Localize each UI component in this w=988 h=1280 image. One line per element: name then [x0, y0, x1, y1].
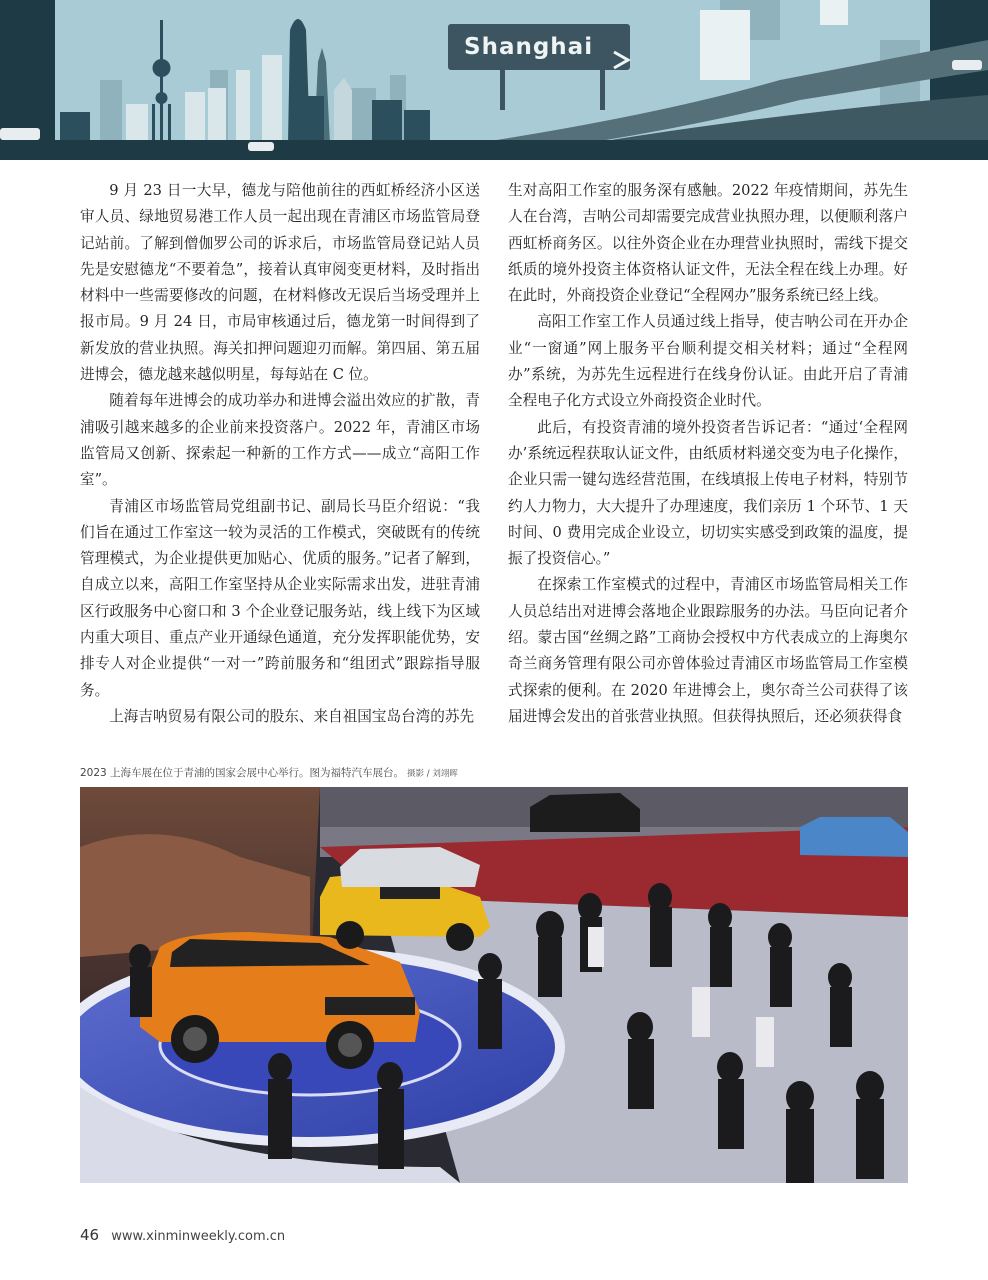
- article-paragraph: 青浦区市场监管局党组副书记、副局长马臣介绍说：“我们旨在通过工作室这一较为灵活的工作模式，突破既有的传统管理模式，为企业提供更加贴心、优质的服务。”记者了解到，自成立以来，高阳工作室坚持从企业实际需求出发，进驻青浦区行政服务中心窗口和 3 个企业登记服务站，线上线下为区域内重大项目、重点产业开通绿色通道，充分发挥职能优势，安排专人对企业提供“一对一”跨前服务和“组团式”跟踪指导服务。: [80, 497, 480, 699]
- shanghai-skyline-illustration: [0, 0, 988, 160]
- page-number: 46: [80, 1226, 100, 1244]
- article-paragraph: 在探索工作室模式的过程中，青浦区市场监管局相关工作人员总结出对进博会落地企业跟踪服务的办法。马臣向记者介绍。蒙古国“丝绸之路”工商协会授权中方代表成立的上海奥尔奇兰商务管理有限公司亦曾体验过青浦区市场监管局工作室模式探索的便利。在 2020 年进博会上，奥尔奇兰公司获得了该届进博会发出的首张营业执照。但获得执照后，还必须获得食: [508, 576, 908, 725]
- photo-credit: 摄影 / 刘翊晖: [407, 769, 458, 779]
- article-paragraph: 随着每年进博会的成功举办和进博会溢出效应的扩散，青浦吸引越来越多的企业前来投资落户。2022 年，青浦区市场监管局又创新、探索起一种新的工作方式——成立“高阳工作室”。: [80, 392, 480, 489]
- article-paragraph: 高阳工作室工作人员通过线上指导，使吉呐公司在开办企业“一窗通”网上服务平台顺利提交相关材料；通过“全程网办”系统，为苏先生远程进行在线身份认证。由此开启了青浦全程电子化方式设立外商投资企业时代。: [508, 313, 908, 410]
- photo-caption-text: 2023 上海车展在位于青浦的国家会展中心举行。图为福特汽车展台。: [80, 767, 405, 779]
- header-illustration: [0, 0, 988, 160]
- article-paragraph: 此后，有投资青浦的境外投资者告诉记者：“通过‘全程网办’系统远程获取认证文件，由纸质材料递交变为电子化操作，企业只需一键勾选经营范围，在线填报上传电子材料，特别节约人力物力，大大提升了办理速度，我们亲历 1 个环节、1 天时间、0 费用完成企业设立，切切实实感受到政策的温度，提振了投资信心。”: [508, 418, 908, 568]
- banner-sign-text: Shanghai: [464, 34, 594, 60]
- auto-show-photo: [80, 787, 908, 1183]
- article-paragraph: 上海吉呐贸易有限公司的股东、来自祖国宝岛台湾的苏先: [109, 707, 475, 725]
- article-paragraph-continued: 生对高阳工作室的服务深有感触。2022 年疫情期间，苏先生人在台湾，吉呐公司却需要完成营业执照办理，以便顺利落户西虹桥商务区。以往外资企业在办理营业执照时，需线下提交纸质的境外投资主体资格认证文件，无法全程在线上办理。好在此时，外商投资企业登记“全程网办”服务系统已经上线。: [508, 182, 908, 305]
- article-paragraph: 9 月 23 日一大早，德龙与陪他前往的西虹桥经济小区送审人员、绿地贸易港工作人员一起出现在青浦区市场监管局登记站前。了解到僧伽罗公司的诉求后，市场监管局登记站人员先是安慰德龙“不要着急”，接着认真审阅变更材料，及时指出材料中一些需要修改的问题，在材料修改无误后当场受理并上报市局。9 月 24 日，市局审核通过后，德龙第一时间得到了新发放的营业执照。海关扣押问题迎刃而解。第四届、第五届进博会，德龙越来越似明星，每每站在 C 位。: [80, 182, 480, 384]
- article-column-left: [80, 178, 480, 730]
- article-column-right: [508, 178, 908, 730]
- ford-auto-show-booth-image: [80, 787, 908, 1183]
- photo-caption: [80, 765, 458, 780]
- page-footer: [80, 1226, 285, 1244]
- website-url: www.xinminweekly.com.cn: [111, 1229, 286, 1244]
